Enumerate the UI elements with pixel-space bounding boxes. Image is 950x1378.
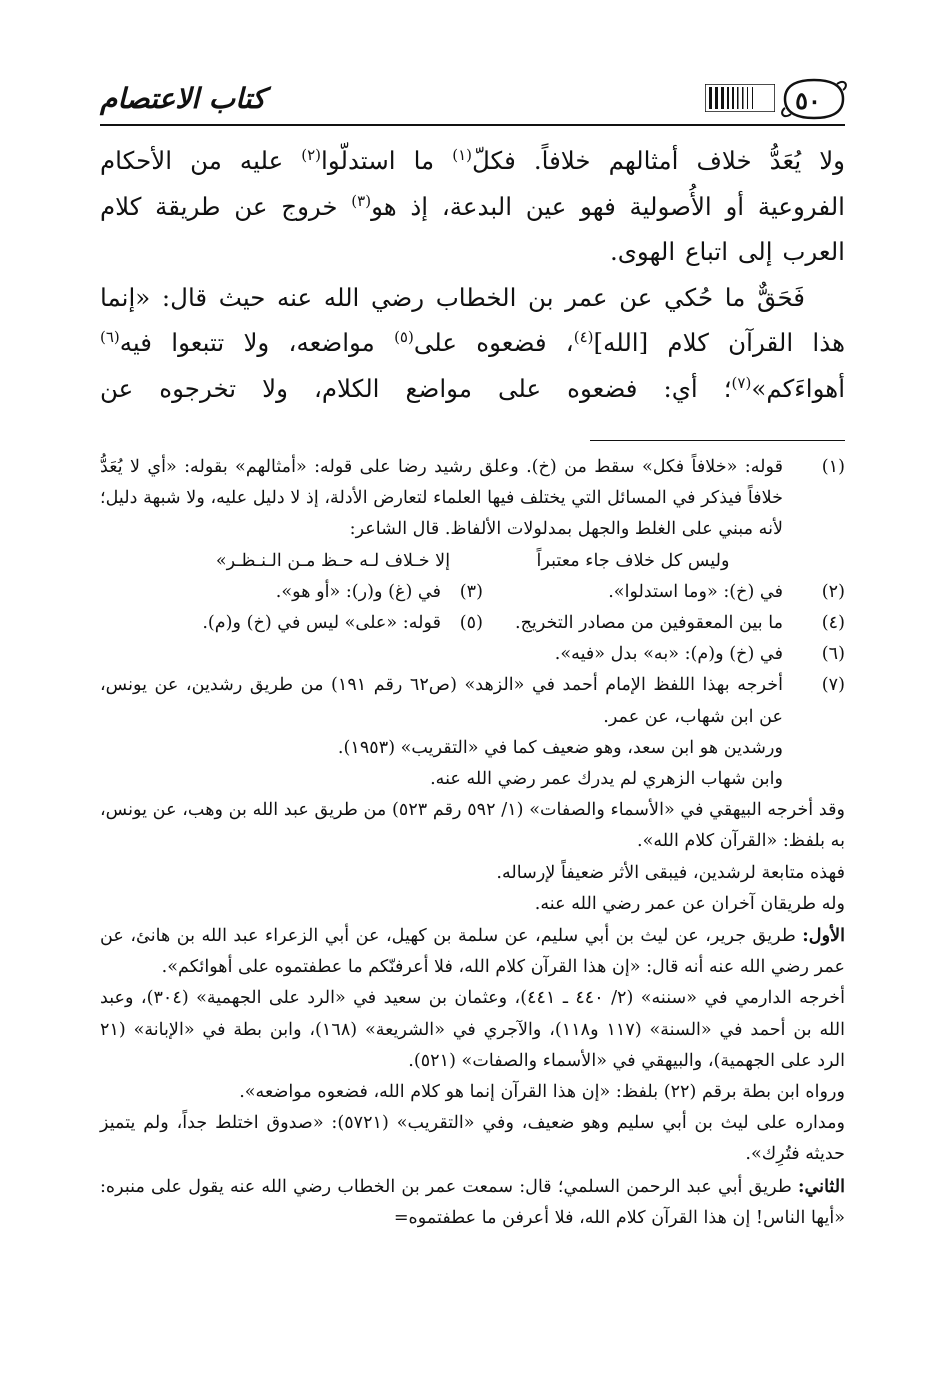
footnote-ref: (٧) <box>731 373 752 392</box>
footnote-row <box>100 608 845 639</box>
footnote-separator <box>590 440 845 441</box>
footnote-4: (٤) ما بين المعقوفين من مصادر التخريج. <box>514 613 845 634</box>
footnote-ref: (٦) <box>100 328 120 346</box>
footnotes <box>100 452 845 1234</box>
second-route-label: الثاني: <box>798 1175 845 1197</box>
page-number: ٥٠ <box>795 86 821 115</box>
footnote-7: (٧) أخرجه بهذا اللفظ الإمام أحمد في «الزهد» (ص٦٢ رقم ١٩١) من طريق رشدين، عن يونس، عن ابن شهاب، عن عمر. <box>100 675 845 727</box>
footnote-text: قوله: «خلافاً فكل» سقط من (خ). وعلق رشيد رضا على قوله: «أمثالهم» بقوله: «أي لا يُعَدُّ خلافاً فيذكر في المسائل التي يختلف فيها العلماء لتعارض الأدلة، إذ لا دليل عليه، ولا شبهة دليل؛ لأنه مبني على الغلط والجهل بمدلولات الألفاظ. قال الشاعر: <box>100 457 783 540</box>
paragraph-2: فَحَقٌّ ما حُكي عن عمر بن الخطاب رضي الله عنه حيث قال: «إنما هذا القرآن كلام [الله]$^{(٤)}$، فضعوه على$^{(٥)}$ مواضعه، ولا تتبعوا فيه$^{(٦)}$ أهواءَكم»$^{(٧)}$؛ أي: فضعوه على مواضع الكلام، ولا تخرجوه عن <box>100 282 845 403</box>
header-rule <box>100 124 845 126</box>
first-route-line: ومداره على ليث بن أبي سليم وهو ضعيف، وفي «التقريب» (٥٧٢١): «صدوق اختلط جداً، ولم يتميز حديثه فتُرِك». <box>100 1113 845 1165</box>
footnote-ref: (١) <box>452 146 472 164</box>
main-text <box>100 138 845 411</box>
footnote-2: (٢) في (خ): «وما استدلوا». <box>608 581 845 602</box>
footnote-3: (٣) في (غ) و(ر): «أو هو». <box>275 581 483 602</box>
footnote-7-line: وله طريقان آخران عن عمر رضي الله عنه. <box>534 893 845 914</box>
footnote-6: (٦) في (خ) و(م): «به» بدل «فيه». <box>554 644 845 665</box>
footnote-ref: (٥) <box>394 328 414 346</box>
verse-hemistich-1: وليس كل خلاف جاء معتبراً <box>536 550 730 571</box>
poetry-verse <box>100 546 845 577</box>
paragraph-1: ولا يُعَدُّ خلاف أمثالهم خلافاً. فكلّ$^{(١)}$ ما استدلّوا$^{(٢)}$ عليه من الأحكام الفروعية أو الأُصولية فهو عين البدعة، إذ هو$^{(٣)}$ خروج عن طريقة كلام العرب إلى اتباع الهوى. <box>100 146 846 266</box>
footnote-ref: (٤) <box>573 328 594 346</box>
footnote-5: (٥) قوله: «على» ليس في (خ) و(م). <box>202 613 483 634</box>
footnote-7-line: فهذه متابعة لرشدين، فيبقى الأثر ضعيفاً لإرساله. <box>496 862 845 883</box>
footnote-row <box>100 577 845 608</box>
footnote-7-line: ورشدين هو ابن سعد، وهو ضعيف كما في «التقريب» (١٩٥٣). <box>337 737 783 758</box>
second-route: الثاني: طريق أبي عبد الرحمن السلمي؛ قال: سمعت عمر بن الخطاب رضي الله عنه يقول على منبره: «أيها الناس! إن هذا القرآن كلام الله، فلا أعرفن ما عطفتموه= <box>100 1175 845 1228</box>
first-route-line: أخرجه الدارمي في «سننه» (٢/ ٤٤٠ ـ ٤٤١)، وعثمان بن سعيد في «الرد على الجهمية» (٣٠٤)، وعبد الله بن أحمد في «السنة» (١١٧ و١١٨)، والآجري في «الشريعة» (١٦٨)، وابن بطة في «الإبانة» (٢١ الرد على الجهمية)، والبيهقي في «الأسماء والصفات» (٥٢١). <box>100 988 845 1071</box>
footnote-7-line: وقد أخرجه البيهقي في «الأسماء والصفات» (١/ ٥٩٢ رقم ٥٢٣) من طريق عبد الله بن وهب، عن يونس، به بلفظ: «القرآن كلام الله». <box>100 800 845 852</box>
first-route-label: الأول: <box>802 925 845 947</box>
first-route-line: ورواه ابن بطة برقم (٢٢) بلفظ: «إن هذا القرآن إنما هو كلام الله، فضعوه مواضعه». <box>239 1082 845 1103</box>
header-bars-ornament-icon <box>705 84 775 112</box>
footnote-number: (١) <box>821 457 845 477</box>
footnote-ref: (٢) <box>301 146 322 164</box>
footnote-7-line: وابن شهاب الزهري لم يدرك عمر رضي الله عنه. <box>430 769 783 790</box>
first-route: الأول: طريق جرير، عن ليث بن أبي سليم، عن سلمة بن كهيل، عن أبي الزعراء عبد الله بن هانئ، عن عمر رضي الله عنه أنه قال: «إن هذا القرآن كلام الله، فلا أعرفنّكم ما عطفتموه على أهوائكم». <box>100 925 845 978</box>
book-title: كتاب الاعتصام <box>100 82 266 115</box>
footnote-ref: (٣) <box>351 191 372 210</box>
page-header <box>100 72 845 124</box>
footnote-1 <box>100 452 845 546</box>
verse-hemistich-2: إلا خـلاف لـه حـظ مـن الـنـظـر» <box>215 550 451 571</box>
